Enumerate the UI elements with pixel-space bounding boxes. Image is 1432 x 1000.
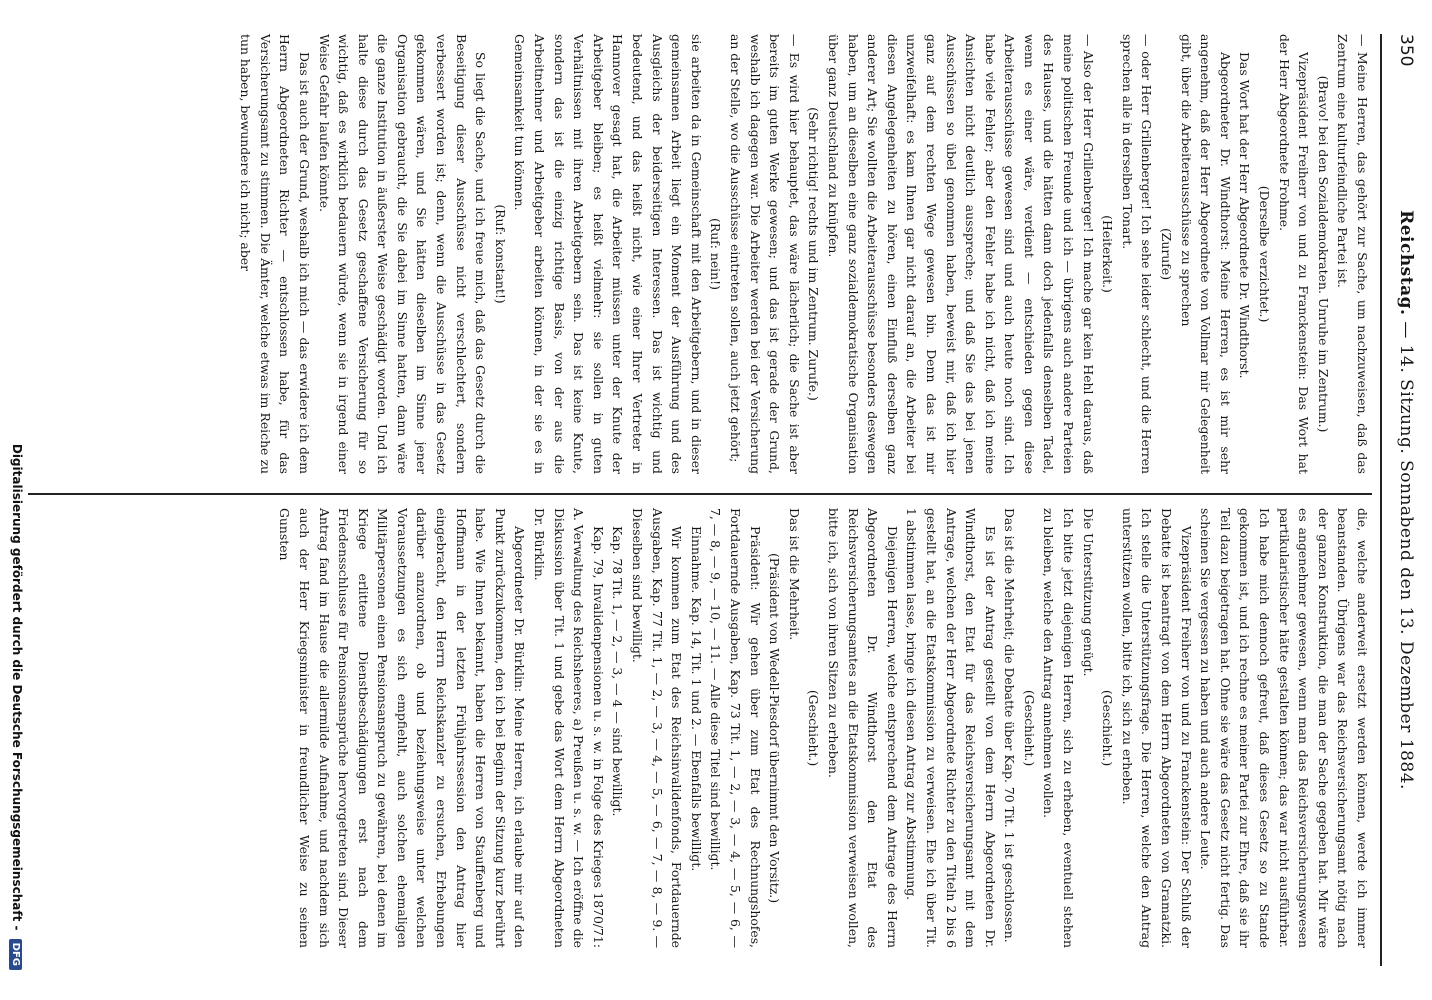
paragraph: — Also der Herr Grillenberger! Ich mache gar kein Hehl daraus, daß meine politischen Freunde und ich — übrigens auch andere Parteien des Hauses, und die hätten dann doch jedenfalls denselben Tadel, wenn es einer wäre, verdient — entschieden gegen diese Arbeiterausschüsse gewesen sind und auch heute noch sind. Ich habe viele Fehler; aber den Fehler habe ich nicht, daß ich meine Ansichten nicht deutlich ausspreche; und daß Sie das bei jenen Ausschüssen so übel genommen haben, beweist mir, daß ich hier ganz auf dem rechten Wege gewesen bin. Denn das ist mir unzweifelhaft: es kam Ihnen gar nicht darauf an, die Arbeiter bei diesen Angelegenheiten zu hören, einen Einfluß derselben ganz anderer Art; Sie wollten die Arbeiterausschüsse besonders deswegen haben, um an dieselben eine ganz sozialdemokratische Organisation über ganz Deutschland zu knüpfen. bbox=[825, 34, 1096, 474]
paragraph: Kap. 79, Invalidenpensionen u. s. w. in Folge des Krieges 1870/71: A. Verwaltung des Reichsheeres, a) Preußen u. s. w. — Ich eröffne die Diskussion über Tit. 1 und gebe das Wort dem Herrn Abgeordneten Dr. Bürklin. bbox=[532, 508, 606, 948]
stage-direction: (Ruf: nein!) bbox=[708, 218, 724, 290]
stage-direction: (Heiterkeit.) bbox=[1100, 215, 1116, 293]
column-divider bbox=[28, 493, 1372, 495]
paragraph: Ich bitte jetzt diejenigen Herren, sich zu erheben, eventuell stehen zu bleiben, welche den Antrag annehmen wollen. bbox=[1041, 508, 1077, 948]
stage-direction: (Geschieht.) bbox=[1021, 689, 1037, 767]
stage-direction: (Geschieht.) bbox=[1100, 689, 1116, 767]
paragraph: sie arbeiten da in Gemeinschaft mit den Arbeitgebern, und in dieser gemeinsamen Arbeit liegt ein Moment der Ausführung und des Ausgleichs der beiderseitigen Interessen. Das ist wichtig und bedeutend, und das heißt nicht, wie einer Ihrer Vertreter in Hannover gesagt hat, die Arbeiter müssen unter der Knute der Arbeitgeber bleiben; es heißt vielmehr: sie sollen in guten Verhältnissen mit ihren Arbeitgebern sein. Das ist keine Knute, sondern das ist die einzig richtige Basis, von der aus die Arbeitnehmer und Arbeitgeber arbeiten können, in der sie es in Gemeinsamkeit tun können. bbox=[512, 34, 704, 474]
running-title bbox=[1396, 34, 1416, 966]
page-number: 350 bbox=[1396, 34, 1416, 67]
paragraph: die, welche anderweit ersetzt werden können, werde ich immer beanstanden. Übrigens war das Reichsversicherungsamt nötig nach der ganzen Konstruktion, die man der Sache gegeben hat. Mir wäre es angenehmer gewesen, wenn man das Reichsversicherungswesen partikularistischer hätte gestalten können; das war nicht ausführbar. Ich habe mich dennoch gefreut, daß dieses Gesetz so zu Stande gekommen ist, und ich rechne es meiner Partei zur Ehre, daß sie ihr Teil dazu beigetragen hat. Ohne sie wäre das Gesetz nicht fertig. Das scheinen Sie vergessen zu haben und auch andere Leute. bbox=[1198, 508, 1370, 948]
stage-direction: (Präsident von Wedell-Piesdorf übernimmt den Vorsitz.) bbox=[767, 552, 783, 904]
paragraph: So liegt die Sache, und ich freue mich, daß das Gesetz durch die Beseitigung dieser Ausschüsse nicht verschlechtert, sondern verbessert worden ist; denn, wenn die Ausschüsse in das Gesetz gekommen wären, und Sie hätten dieselben im Sinne jener Organisation gebraucht, die Sie dabei im Sinne hatten, dann wäre die ganze Institution in äußerster Weise geschädigt worden. Und ich halte diese durch das Gesetz geschaffene Versicherung für so wichtig, daß es wirklich bedauern würde, wenn sie in irgend einer Weise Gefahr laufen könnte. bbox=[316, 34, 489, 474]
page-header bbox=[1380, 34, 1426, 966]
header-right: Sonnabend den 13. Dezember 1884. bbox=[1396, 460, 1416, 790]
paragraph: Das ist die Mehrheit; die Debatte über Kap. 70 Tit. 1 ist geschlossen. bbox=[1002, 508, 1018, 943]
paragraph: Abgeordneter Dr. Bürklin: Meine Herren, ich erlaube mir auf den Punkt zurückzukommen, den ich bei Beginn der Sitzung kurz berührt habe. Wie Ihnen bekannt, haben die Herren von Stauffenberg und Hoffmann in der letzten Frühjahrssession den Antrag hier eingebracht, den Herrn Reichskanzler zu ersuchen, Erhebungen darüber anzuordnen, ob und beziehungsweise unter welchen Voraussetzungen es sich empfiehlt, auch solchen ehemaligen Militärpersonen einen Pensionsanspruch zu gewähren, bei denen im Kriege erlittene Dienstbeschädigungen erst nach dem Friedensschlusse für Pensionsansprüche hervorgetreten sind. Dieser Antrag fand im Hause die allermilde Aufnahme, und nachdem sich auch der Herr Kriegsminister in freundlicher Weise zu seinen Gunsten bbox=[277, 508, 528, 948]
digitization-credit: Digitalisierung gefördert durch die Deutsche Forschungsgemeinschaft - bbox=[10, 443, 24, 931]
paragraph: — Meine Herren, das gehört zur Sache, um nachzuweisen, daß das Zentrum eine kulturfeindliche Partei ist. bbox=[1335, 34, 1370, 474]
right-column bbox=[28, 508, 1372, 948]
paragraph: — Es wird hier behauptet, das wäre lächerlich; die Sache ist aber bereits im guten Werke gewesen; und das ist gerade der Grund, weshalb ich dagegen war. Die Arbeiter werden bei der Versicherung an der Stelle, wo die Ausschüsse eintreten sollen, auch jetzt gehört; bbox=[728, 34, 802, 474]
paragraph: Kap. 78 Tit. 1, — 2, — 3, — 4 — sind bewilligt. bbox=[610, 526, 626, 817]
paragraph: Vizepräsident Freiherr von und zu Franckenstein: Das Wort hat der Herr Abgeordnete Frohme. bbox=[1276, 34, 1312, 474]
stage-direction: (Geschieht.) bbox=[806, 689, 822, 767]
paragraph: Vizepräsident Freiherr von und zu Franckenstein: Der Schluß der Debatte ist beantragt von dem Herrn Abgeordneten von Gramatzki. Ich stelle die Unterstützungsfrage. Die Herren, welche den Antrag unterstützen wollen, bitte ich, sich zu erheben. bbox=[1119, 508, 1194, 948]
paragraph: Wir kommen zum Etat des Reichsinvalidenfonds, Fortdauernde Ausgaben, Kap. 77 Tit. 1, — 2, — 3, — 4, — 5, — 6, — 7, — 8, — 9. — Dieselben sind bewilligt. bbox=[630, 508, 685, 948]
paragraph: Das Wort hat der Herr Abgeordnete Dr. Windthorst. bbox=[1237, 52, 1253, 379]
dfg-logo: DFG bbox=[9, 939, 22, 970]
header-rule bbox=[1380, 34, 1382, 966]
paragraph: Diejenigen Herren, welche entsprechend dem Antrage des Herrn Abgeordneten Dr. Windthorst den Etat des Reichsversicherungsamtes an die Etatskommission verweisen wollen, bitte ich, sich von ihren Sitzen zu erheben. bbox=[825, 508, 900, 948]
stage-direction: (Ruf: konstant!) bbox=[492, 204, 508, 304]
paragraph: — oder Herr Grillenberger! Ich sehe leider schlecht, und die Herren sprechen alle in derselben Tonart. bbox=[1119, 34, 1155, 474]
paragraph: Die Unterstützung genügt. bbox=[1080, 508, 1096, 677]
paragraph: Einnahme. Kap. 14, Tit. 1 und 2. — Ebenfalls bewilligt. bbox=[688, 526, 704, 872]
stage-direction: (Zurufe) bbox=[1159, 227, 1175, 281]
paragraph: Abgeordneter Dr. Windthorst: Meine Herren, es ist mir sehr angenehm, daß der Herr Abgeordnete von Vollmar mir Gelegenheit gibt, über die Arbeiterausschüsse zu sprechen bbox=[1178, 34, 1233, 474]
page-footer bbox=[4, 0, 24, 1000]
paragraph: Das ist auch der Grund, weshalb ich mich — das erwidere ich dem Herrn Abgeordneten Richter — entschlossen habe, für das Versicherungsamt zu stimmen. Die Ämter, welche etwas im Reiche zu tun haben, bewundere ich nicht; aber bbox=[238, 34, 312, 474]
stage-direction: (Bravo! bei den Sozialdemokraten. Unruhe im Zentrum.) bbox=[1315, 75, 1331, 433]
stage-direction: (Sehr richtig! rechts und im Zentrum. Zurufe.) bbox=[806, 107, 822, 401]
paragraph: Präsident: Wir gehen über zum Etat des Rechnungshofes, Fortdauernde Ausgaben, Kap. 73 Tit. 1, — 2, — 3, — 4, — 5, — 6, — 7, — 8, — 9, — 10, — 11. — Alle diese Titel sind bewilligt. bbox=[708, 508, 763, 948]
paragraph: Das ist die Mehrheit. bbox=[786, 508, 802, 641]
stage-direction: (Derselbe verzichtet.) bbox=[1257, 185, 1273, 323]
paragraph: Es ist der Antrag gestellt von dem Herrn Abgeordneten Dr. Windthorst, den Etat für das Reichsversicherungsamt mit dem Antrage, welchen der Herr Abgeordnete Richter zu den Titeln 2 bis 6 gestellt hat, an die Etatskommission zu verweisen. Ehe ich über Tit. 1 abstimmen lasse, bringe ich diesen Antrag zur Abstimmung. bbox=[904, 508, 998, 948]
header-left: Reichstag. bbox=[1396, 210, 1416, 316]
header-middle: — 14. Sitzung. bbox=[1396, 321, 1416, 455]
left-column bbox=[28, 34, 1372, 474]
